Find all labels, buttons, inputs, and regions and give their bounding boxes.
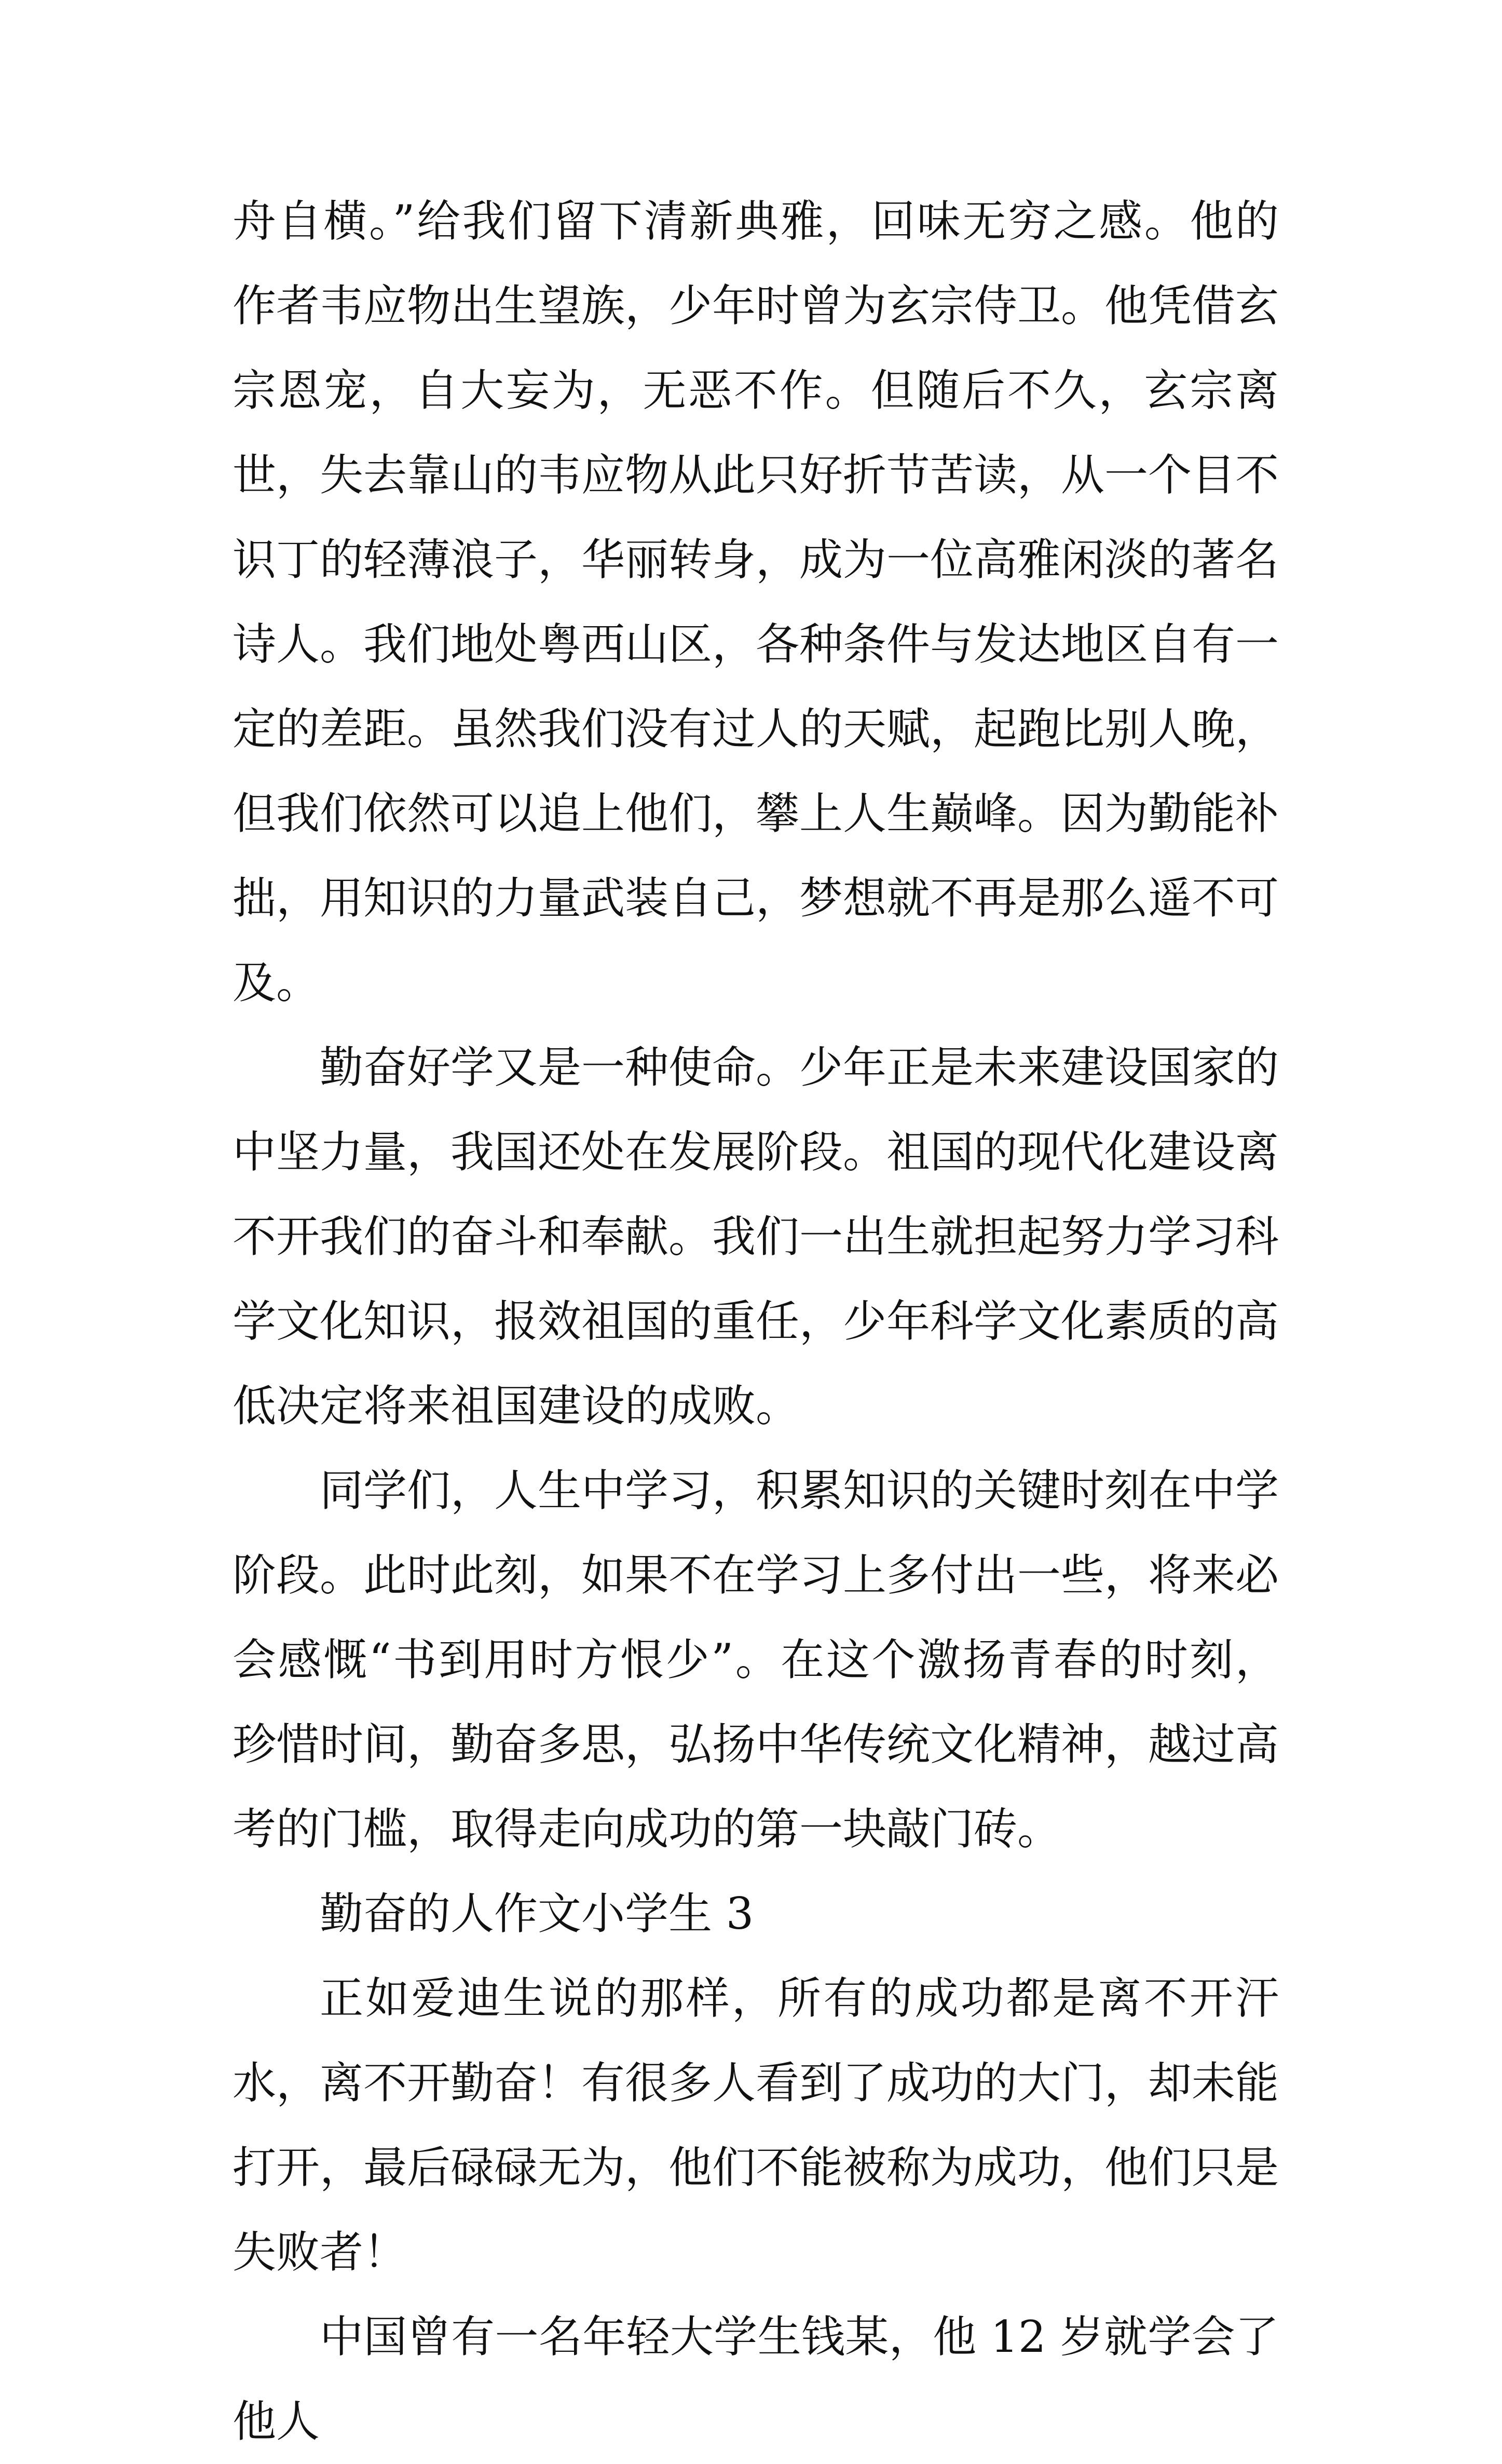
paragraph-classmates: 同学们，人生中学习，积累知识的关键时刻在中学阶段。此时此刻，如果不在学习上多付出一些，将来必会感慨“书到用时方恨少”。在这个激扬青春的时刻，珍惜时间，勤奋多思，弘扬中华传统文化精神，越过高考的门槛，取得走向成功的第一块敲门砖。 [233, 1465, 1279, 1854]
document-body [233, 179, 1279, 2464]
section-heading: 勤奋的人作文小学生 3 [320, 1888, 754, 1939]
paragraph-continued: 舟自横。”给我们留下清新典雅，回味无穷之感。他的作者韦应物出生望族，少年时曾为玄宗侍卫。他凭借玄宗恩宠，自大妄为，无恶不作。但随后不久，玄宗离世，失去靠山的韦应物从此只好折节苦读，从一个目不识丁的轻薄浪子，华丽转身，成为一位高雅闲淡的著名诗人。我们地处粤西山区，各种条件与发达地区自有一定的差距。虽然我们没有过人的天赋，起跑比别人晚，但我们依然可以追上他们，攀上人生巅峰。因为勤能补拙，用知识的力量武装自己，梦想就不再是那么遥不可及。 [233, 196, 1279, 1008]
paragraph-mission: 勤奋好学又是一种使命。少年正是未来建设国家的中坚力量，我国还处在发展阶段。祖国的现代化建设离不开我们的奋斗和奉献。我们一出生就担起努力学习科学文化知识，报效祖国的重任，少年科学文化素质的高低决定将来祖国建设的成败。 [233, 1042, 1279, 1431]
paragraph-student-qian: 中国曾有一名年轻大学生钱某，他 12 岁就学会了他人 [233, 2311, 1279, 2447]
paragraph-edison: 正如爱迪生说的那样，所有的成功都是离不开汗水，离不开勤奋！有很多人看到了成功的大门，却未能打开，最后碌碌无为，他们不能被称为成功，他们只是失败者！ [233, 1973, 1279, 2278]
